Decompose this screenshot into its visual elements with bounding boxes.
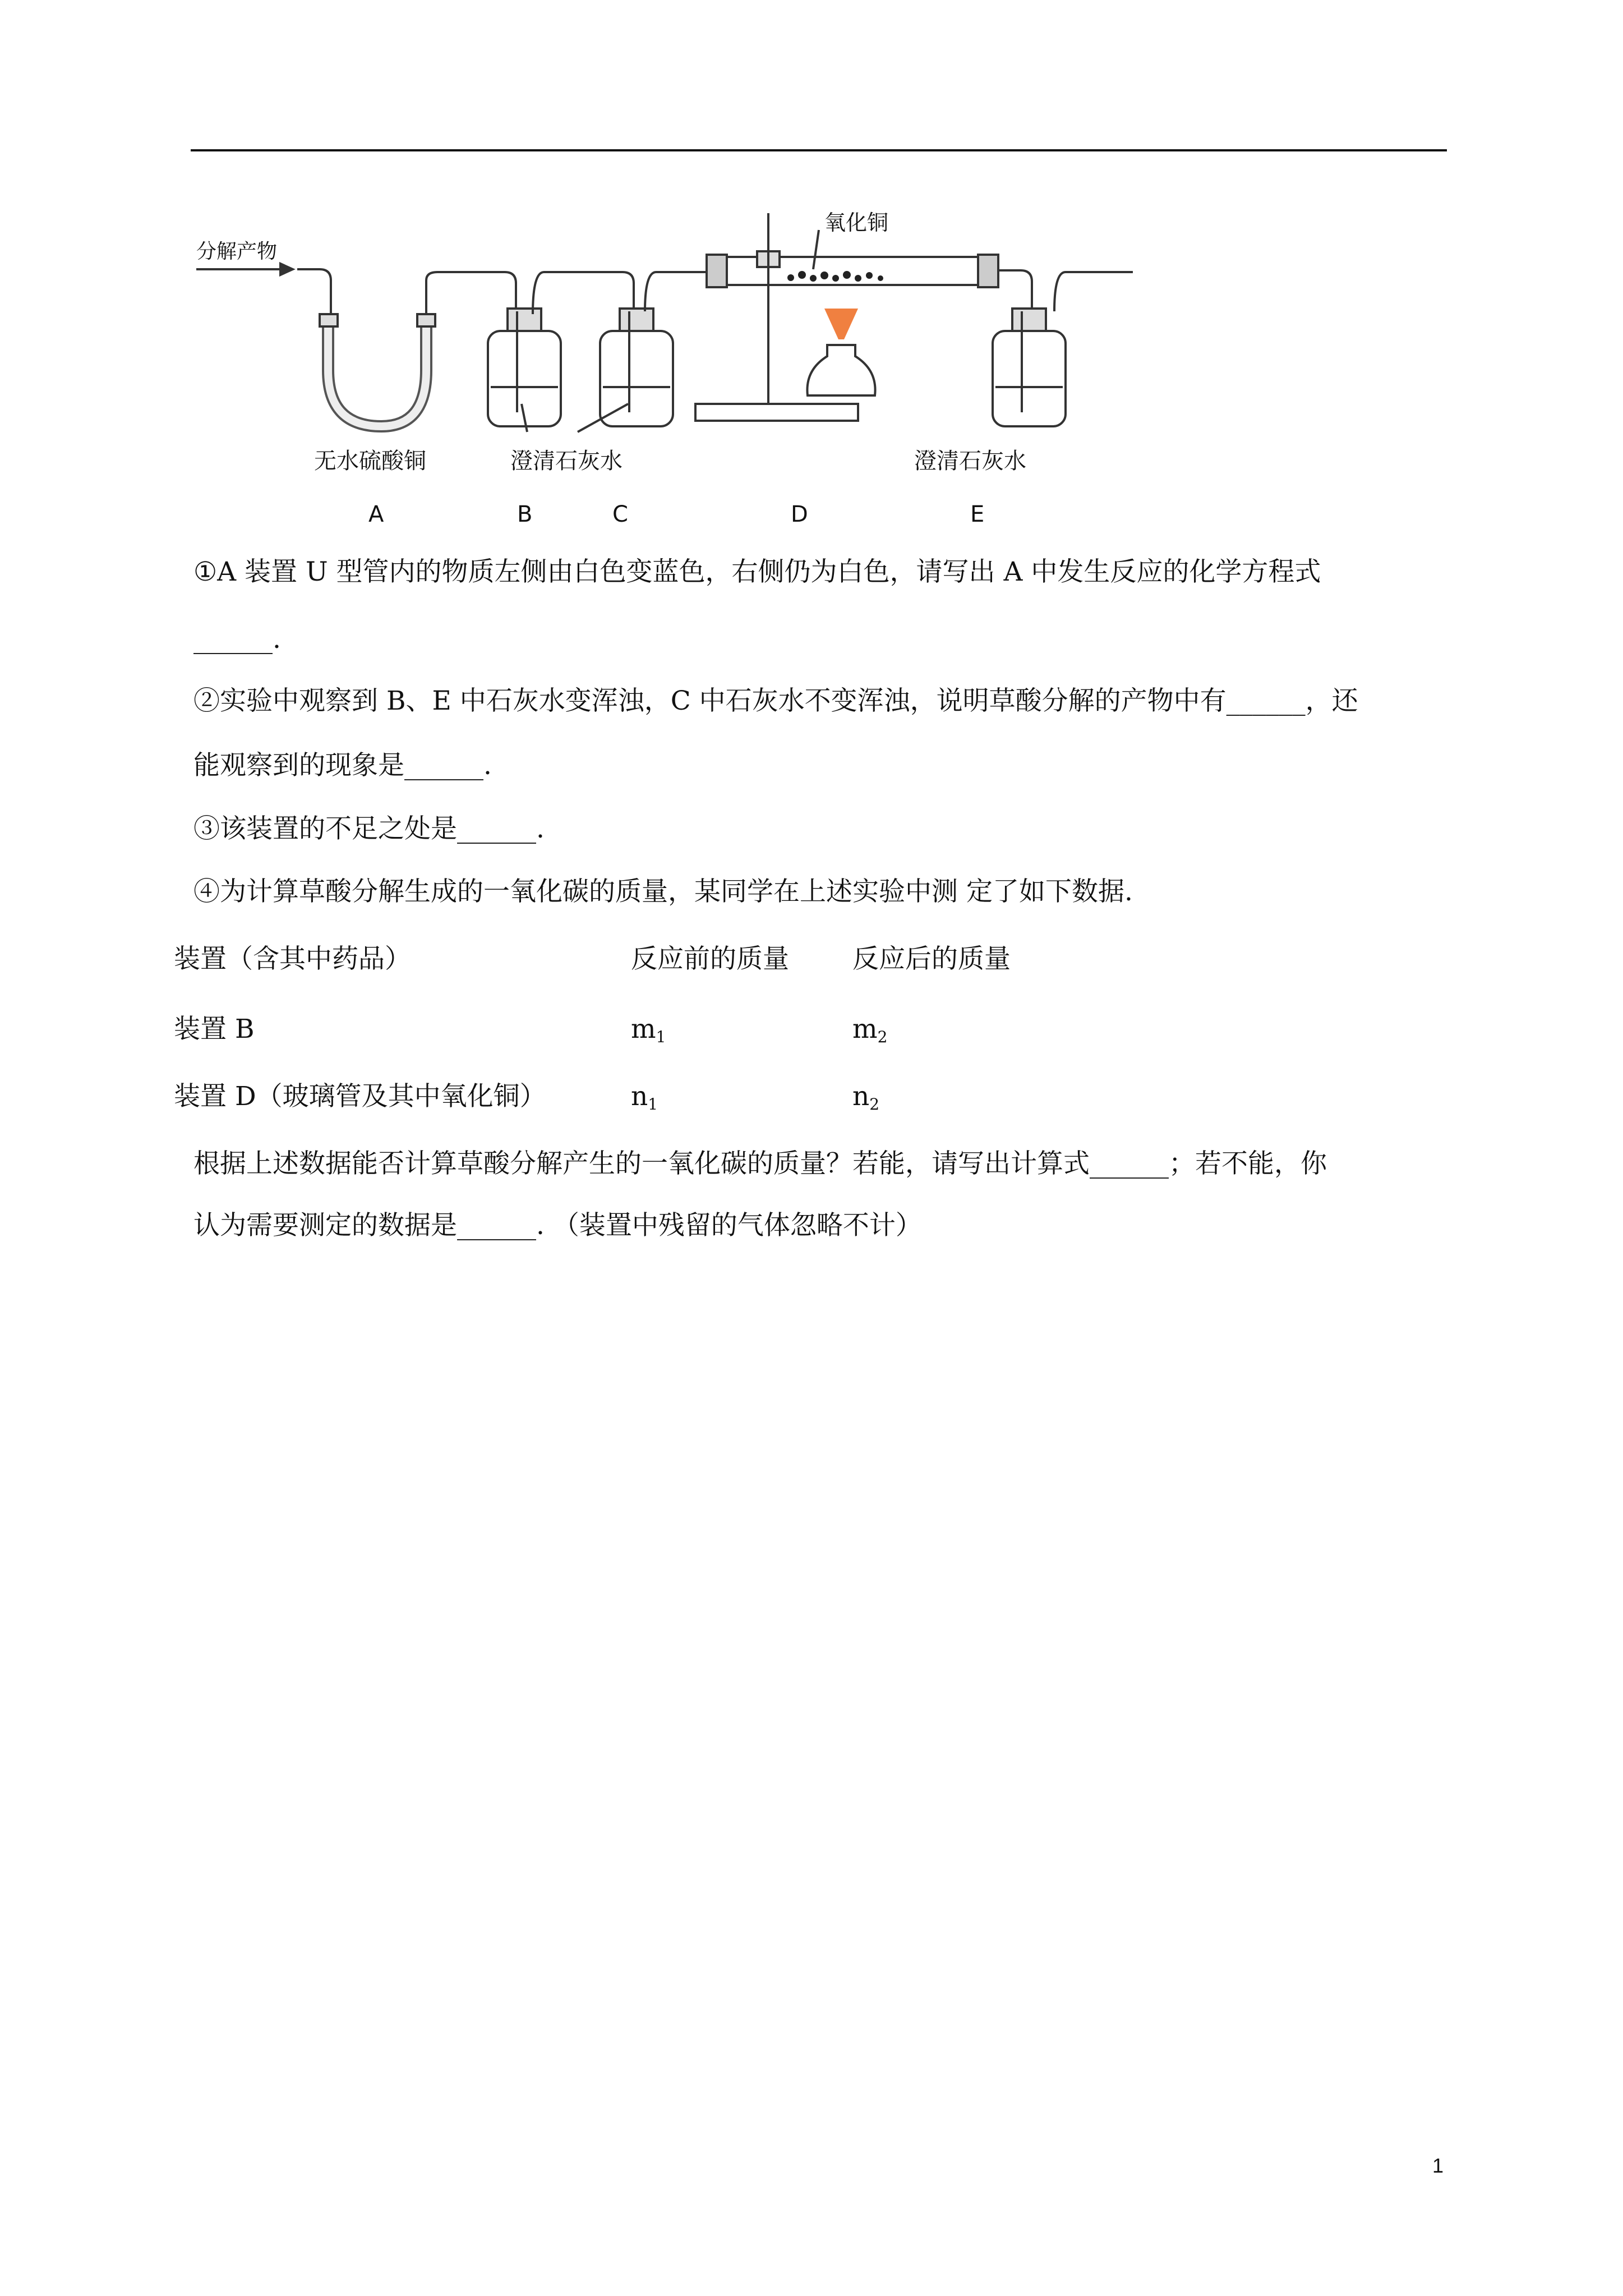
inlet-arrow-head xyxy=(280,264,293,275)
q1-line1: ①A 装置 U 型管内的物质左侧由白色变蓝色，右侧仍为白色，请写出 A 中发生反应的化学方程式 xyxy=(193,556,1321,587)
inlet-label: 分解产物 xyxy=(196,240,278,263)
letter-a: A xyxy=(368,501,384,527)
page-number: 1 xyxy=(1432,2154,1444,2177)
u-tube-stopper-right xyxy=(417,314,435,326)
letter-d: D xyxy=(791,501,808,527)
bottle-b xyxy=(488,331,561,426)
bottle-c xyxy=(600,331,673,426)
alcohol-lamp xyxy=(807,345,875,395)
table-row-b-name: 装置 B xyxy=(174,1014,255,1045)
followup-line2: 认为需要测定的数据是______. （装置中残留的气体忽略不计） xyxy=(193,1210,922,1241)
q4-text: ④为计算草酸分解生成的一氧化碳的质量，某同学在上述实验中测 定了如下数据. xyxy=(193,876,1133,907)
u-tube-stopper-left xyxy=(320,314,338,326)
anhydrous-cuso4-label: 无水硫酸铜 xyxy=(314,448,426,474)
limewater-label-bc: 澄清石灰水 xyxy=(510,448,623,474)
letter-e: E xyxy=(970,501,985,527)
q2-line2: 能观察到的现象是______. xyxy=(193,750,492,781)
limewater-label-e: 澄清石灰水 xyxy=(914,448,1026,474)
apparatus-diagram xyxy=(185,202,1138,539)
letter-c: C xyxy=(612,501,628,527)
q2-line1: ②实验中观察到 B、E 中石灰水变浑浊，C 中石灰水不变浑浊，说明草酸分解的产物中有______，还 xyxy=(193,685,1358,716)
table-header-device: 装置（含其中药品） xyxy=(174,944,411,974)
stand-base xyxy=(695,404,858,421)
table-row-d-name: 装置 D（玻璃管及其中氧化铜） xyxy=(174,1081,546,1112)
header-rule xyxy=(191,149,1447,151)
combustion-tube xyxy=(707,257,998,285)
burner-flame xyxy=(824,309,858,339)
table-header-after: 反应后的质量 xyxy=(852,944,1011,974)
table-header-before: 反应前的质量 xyxy=(631,944,789,974)
bottle-e xyxy=(993,331,1066,426)
q3-text: ③该装置的不足之处是______. xyxy=(193,813,545,844)
table-row-b-before: $m_1$ xyxy=(631,1014,666,1046)
table-row-b-after: $m_2$ xyxy=(852,1014,888,1046)
table-row-d-before: $n_1$ xyxy=(631,1081,658,1114)
q1-line2: ______. xyxy=(193,624,281,655)
cuo-label: 氧化铜 xyxy=(824,210,889,235)
table-row-d-after: $n_2$ xyxy=(852,1081,880,1114)
letter-b: B xyxy=(517,501,533,527)
followup-line1: 根据上述数据能否计算草酸分解产生的一氧化碳的质量？若能，请写出计算式______；若不能，你 xyxy=(193,1148,1327,1179)
